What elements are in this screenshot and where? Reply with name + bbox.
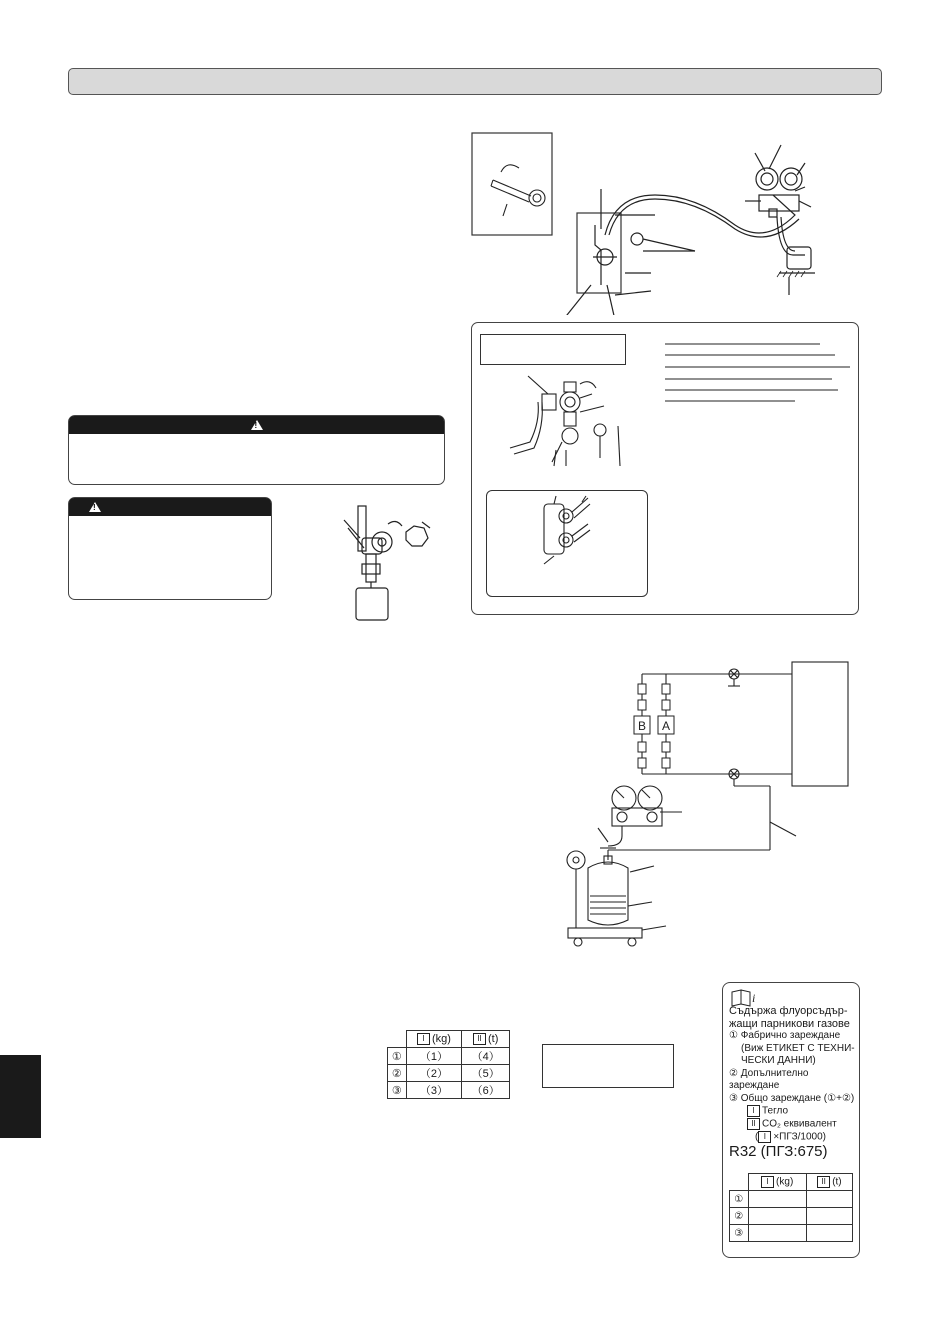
service-valve-illustration — [330, 498, 440, 623]
table-row: ① （1） （4） — [388, 1048, 510, 1065]
refrigerant-circuit-diagram — [560, 660, 860, 955]
warning-box — [68, 415, 445, 485]
valve-closeup — [500, 362, 640, 472]
label-text-block: Съдържа флуорсъдър- жащи парникови газове ① Фабрично зареждане (Виж ЕТИКЕТ С ТЕХНИ- ЧЕСКИ ДАННИ) ② Допълнително зареждане ③ Общо зареждане (①+②) I Тегло II CO₂ еквивалент ( I ×ПГЗ/1000) R32 (ПГЗ:675) — [729, 1005, 859, 1159]
section-header-bar — [68, 68, 882, 95]
blank-value-box — [542, 1044, 674, 1088]
fgas-label — [722, 982, 860, 1258]
panel-title-box — [480, 334, 626, 365]
label-charge-table: I (kg) II (t) ① ② ③ — [729, 1173, 853, 1242]
table-row: ① — [730, 1191, 853, 1208]
panel-text-lines — [660, 340, 855, 405]
co2-symbol: II — [473, 1033, 486, 1045]
manifold-gauge-diagram — [555, 135, 875, 315]
table-row: ③ — [730, 1225, 853, 1242]
unit-label-a: A — [661, 719, 671, 733]
weight-symbol: I — [417, 1033, 430, 1045]
warning-header — [69, 416, 444, 434]
unit-label-b: B — [637, 719, 647, 733]
refrigerant-charge-table — [387, 1030, 510, 1099]
warning-triangle-icon: ! — [251, 420, 263, 430]
table-row: ③ （3） （6） — [388, 1082, 510, 1099]
table-header-row: I (kg) II (t) — [388, 1031, 510, 1048]
hex-wrench-inset — [471, 132, 553, 236]
caution-box — [68, 497, 272, 600]
refrigerant-type: R32 (ПГЗ:675) — [729, 1143, 828, 1161]
table-row: ② — [730, 1208, 853, 1225]
svg-text:i: i — [752, 991, 756, 1005]
caution-triangle-icon: ! — [89, 502, 101, 512]
caution-header — [69, 498, 271, 516]
quick-coupler-illustration — [526, 494, 606, 574]
table-row: ② （2） （5） — [388, 1065, 510, 1082]
language-side-tab — [0, 1055, 41, 1138]
